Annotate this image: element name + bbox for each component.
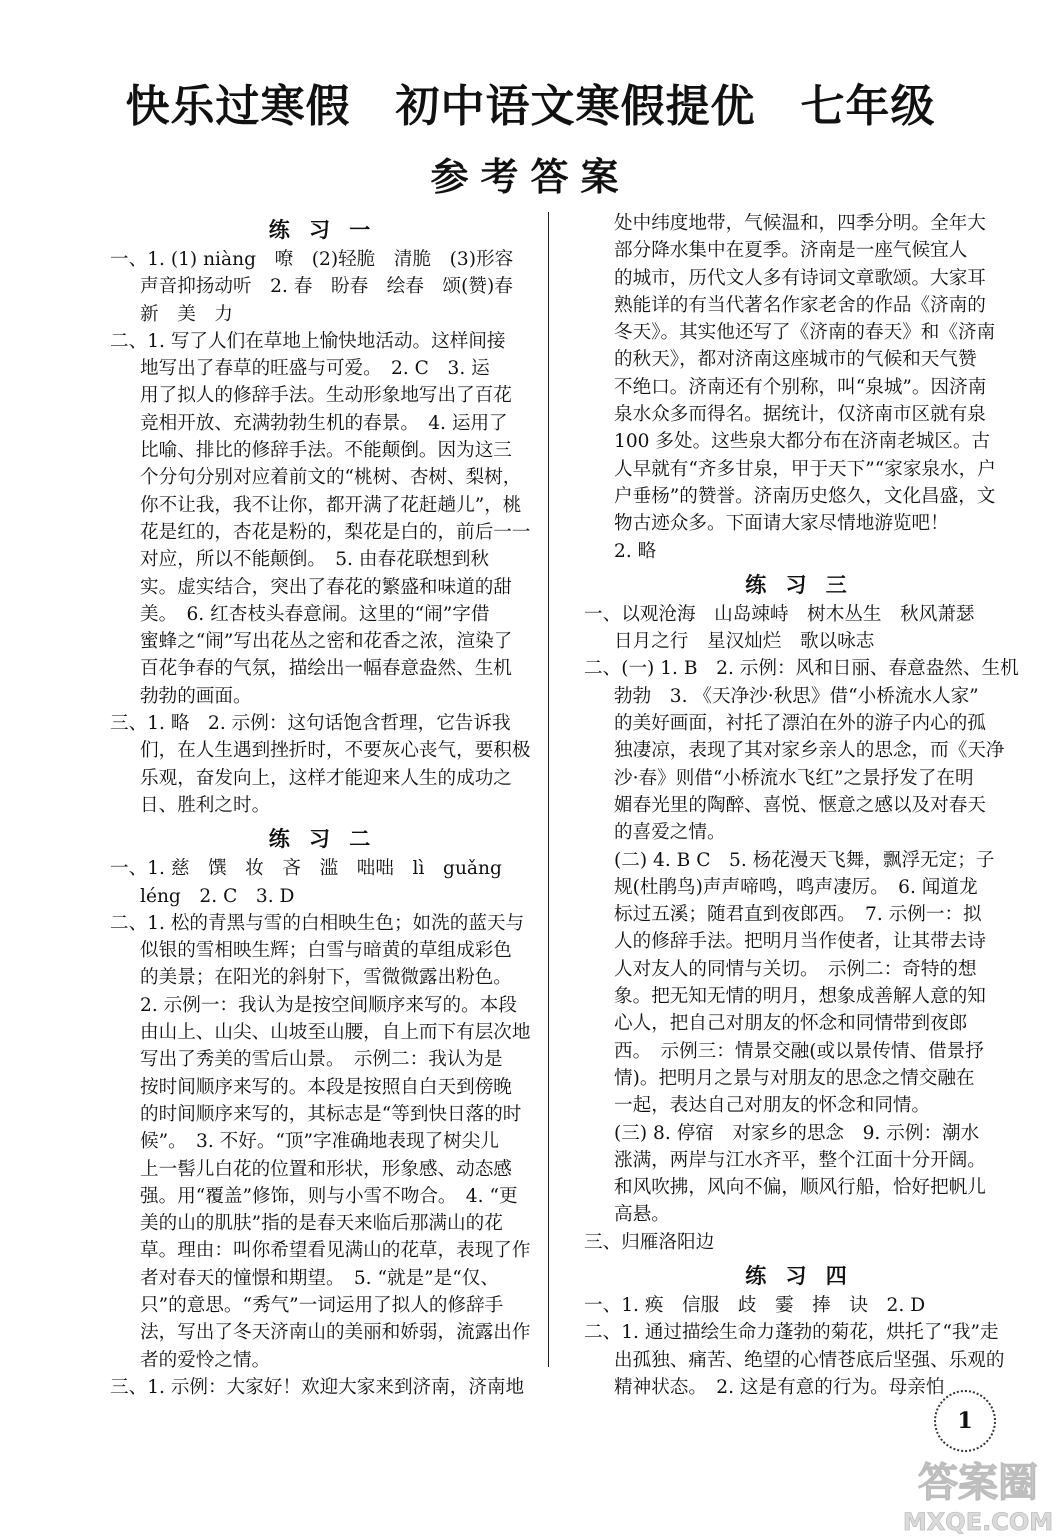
answer-line: 的喜爱之情。 (614, 822, 726, 844)
answer-line: 勃勃的画面。 (140, 685, 252, 707)
answer-line: 的美好画面，衬托了漂泊在外的游子内心的孤 (614, 713, 986, 735)
answer-line: 蜜蜂之“闹”写出花丛之密和花香之浓，渲染了 (140, 631, 513, 653)
watermark-url: MXQE.COM (903, 1508, 1053, 1536)
answer-line: 的秋天》，都对济南这座城市的气候和天气赞 (614, 349, 977, 371)
page-number: 1 (934, 1390, 996, 1452)
answer-line: 人对友人的同情与关切。 示例二：奇特的想 (614, 958, 977, 980)
answer-line: 用了拟人的修辞手法。生动形象地写出了百花 (140, 385, 512, 407)
answer-line: 熟能详的有当代著名作家老舍的作品《济南的 (614, 294, 986, 316)
answer-line: 媚春光里的陶醉、喜悦、惬意之感以及对春天 (614, 794, 986, 816)
answer-line: 对应，所以不能颠倒。 5. 由春花联想到秋 (140, 549, 490, 571)
answer-line: 标过五溪；随君直到夜郎西。 7. 示例一：拟 (614, 904, 982, 926)
answer-line: 者的爱怜之情。 (140, 1349, 271, 1371)
answer-line: 三、归雁洛阳边 (584, 1231, 715, 1253)
answer-line: 不绝口。济南还有个别称，叫“泉城”。因济南 (614, 376, 987, 398)
answer-line: 美。 6. 红杏枝头春意闹。这里的“闹”字借 (140, 603, 490, 625)
answer-line: 象。把无知无情的明月，想象成善解人意的知 (614, 986, 986, 1008)
answer-line: 地写出了春草的旺盛与可爱。 2. C 3. 运 (140, 358, 490, 380)
answer-line: 二、(一) 1. B 2. 示例：风和日丽、春意盎然、生机 (584, 658, 1019, 680)
answer-line: 独凄凉，表现了其对家乡亲人的思念，而《天净 (614, 740, 1005, 762)
answer-line: 2. 示例一：我认为是按空间顺序来写的。本段 (140, 994, 517, 1016)
answer-line: 沙·春》则借“小桥流水飞红”之景抒发了在明 (614, 767, 974, 789)
answer-line: léng 2. C 3. D (140, 885, 295, 907)
section-title: 练 习 二 (268, 827, 377, 852)
answer-line: 声音抑扬动听 2. 春 盼春 绘春 颂(赞)春 (140, 276, 513, 298)
answer-line: 个分句分别对应着前文的“桃树、杏树、梨树， (140, 467, 522, 489)
section-title: 练 习 三 (745, 572, 853, 597)
column-divider (548, 212, 549, 1367)
answer-line: 涨满，两岸与江水齐平，整个江面十分开阔。 (614, 1149, 986, 1171)
answer-line: 法，写出了冬天济南山的美丽和娇弱，流露出作 (140, 1322, 531, 1344)
section-title: 练 习 一 (268, 218, 377, 242)
answer-line: 似银的雪相映生辉；白雪与暗黄的草组成彩色 (140, 940, 512, 962)
answer-line: 比喻、排比的修辞手法。不能颠倒。因为这三 (140, 440, 512, 462)
answer-line: 心人，把自己对朋友的怀念和同情带到夜郎 (614, 1013, 968, 1035)
answer-line: 百花争春的气氛，描绘出一幅春意盎然、生机 (140, 658, 512, 680)
answer-line: 一、1. 慈 馔 妆 吝 滥 咄咄 lì guǎng (110, 858, 502, 880)
answer-line: 一、1. (1) niàng 嘹 (2)轻脆 清脆 (3)形容 (110, 249, 514, 270)
answer-line: 三、1. 示例：大家好！欢迎大家来到济南，济南地 (110, 1376, 525, 1398)
answer-line: 2. 略 (614, 540, 657, 562)
watermark-text: 答案圈 (918, 1460, 1038, 1506)
answer-line: 草。理由：叫你希望看见满山的花草，表现了作 (140, 1240, 531, 1262)
answer-line: 一起，表达自己对朋友的怀念和同情。 (614, 1095, 931, 1117)
answer-line: 一、以观沧海 山岛竦峙 树木丛生 秋风萧瑟 (584, 603, 975, 625)
answer-line: 和风吹拂，风向不偏，顺风行船，恰好把帆儿 (614, 1177, 986, 1199)
answer-line: 写出了秀美的雪后山景。 示例二：我认为是 (140, 1049, 503, 1071)
answer-line: 美的山的肌肤”指的是春天来临后那满山的花 (140, 1213, 503, 1235)
answer-line: 二、1. 写了人们在草地上愉快地活动。这样间接 (110, 330, 506, 352)
answer-line: 花是红的，杏花是粉的，梨花是白的，前后一一 (140, 521, 531, 543)
answer-line: 精神状态。 2. 这是有意的行为。母亲怕 (614, 1376, 945, 1398)
answer-line: 只”的意思。“秀气”一词运用了拟人的修辞手 (140, 1294, 504, 1316)
answer-line: 二、1. 松的青黑与雪的白相映生色；如洗的蓝天与 (110, 912, 525, 934)
answer-line: 冬天》。其实他还写了《济南的春天》和《济南 (614, 322, 996, 344)
watermark-logo (903, 1452, 1053, 1536)
section-title: 练 习 四 (745, 1263, 853, 1288)
answer-line: 日月之行 星汉灿烂 歌以咏志 (614, 631, 875, 653)
answer-line: 实。虚实结合，突出了春花的繁盛和味道的甜 (140, 576, 512, 598)
answer-line: 由山上、山尖、山坡至山腰，自上而下有层次地 (140, 1022, 531, 1044)
answer-line: 部分降水集中在夏季。济南是一座气候宜人 (614, 240, 968, 262)
answer-line: 泉水众多而得名。据统计，仅济南市区就有泉 (614, 404, 986, 426)
answer-line: 的城市，历代文人多有诗词文章歌颂。大家耳 (614, 267, 986, 289)
answer-line: 日、胜利之时。 (140, 794, 271, 816)
answer-line: (三) 8. 停宿 对家乡的思念 9. 示例：潮水 (614, 1122, 980, 1144)
answer-line: 情)。把明月之景与对朋友的思念之情交融在 (614, 1067, 975, 1089)
answer-line: 勃勃 3. 《天净沙·秋思》借“小桥流水人家” (614, 685, 979, 707)
answer-line: 三、1. 略 2. 示例：这句话饱含哲理，它告诉我 (110, 713, 511, 735)
answer-line: 的美景；在阳光的斜射下，雪微微露出粉色。 (140, 967, 512, 989)
answer-line: 二、1. 通过描绘生命力蓬勃的菊花，烘托了“我”走 (584, 1322, 999, 1344)
left-column (110, 210, 535, 1401)
answer-line: 人的修辞手法。把明月当作使者，让其带去诗 (614, 931, 986, 953)
answer-line: 按时间顺序来写的。本段是按照自白天到傍晚 (140, 1076, 512, 1098)
answer-line: 们，在人生遇到挫折时，不要灰心丧气，要积极 (140, 740, 531, 762)
answer-line: 处中纬度地带，气候温和，四季分明。全年大 (614, 213, 986, 234)
answer-line: 的时间顺序来写的，其标志是“等到快日落的时 (140, 1103, 522, 1125)
answer-line: 强。用“覆盖”修饰，则与小雪不吻合。 4. “更 (140, 1185, 518, 1207)
page-title: 快乐过寒假 初中语文寒假提优 七年级 (125, 81, 936, 132)
answer-line: 规(杜鹃鸟)声声啼鸣，鸣声凄厉。 6. 闻道龙 (614, 876, 978, 898)
answer-line: 人早就有“齐多甘泉，甲于天下”“家家泉水，户 (614, 458, 996, 480)
answer-line: 你不让我，我不让你，都开满了花赶趟儿”，桃 (140, 494, 522, 516)
answer-line: 物古迹众多。下面请大家尽情地游览吧！ (614, 513, 949, 535)
answer-line: 一、1. 痪 信服 歧 霎 捧 诀 2. D (584, 1294, 926, 1316)
answer-line: 100 多处。这些泉大都分布在济南老城区。古 (614, 431, 991, 453)
answer-line: 西。 示例三：情景交融(或以景传情、借景抒 (614, 1040, 984, 1062)
answer-line: 户垂杨”的赞誉。济南历史悠久，文化昌盛，文 (614, 485, 996, 507)
answer-line: 上一髻儿白花的位置和形状，形象感、动态感 (140, 1158, 512, 1180)
answer-line: 者对春天的憧憬和期望。 5. “就是”是“仅、 (140, 1267, 499, 1289)
right-column (584, 210, 1019, 1401)
answer-line: 竞相开放、充满勃勃生机的春景。 4. 运用了 (140, 412, 508, 434)
answer-line: 新 美 力 (140, 303, 233, 325)
answer-line: 高悬。 (614, 1204, 670, 1226)
answer-line: (二) 4. B C 5. 杨花漫天飞舞，飘浮无定；子 (614, 849, 995, 871)
page-subtitle: 参考答案 (430, 155, 631, 199)
answer-line: 候”。 3. 不好。“顶”字准确地表现了树尖儿 (140, 1131, 499, 1153)
answer-line: 乐观，奋发向上，这样才能迎来人生的成功之 (140, 767, 512, 789)
answer-line: 出孤独、痛苦、绝望的心情苍底后坚强、乐观的 (614, 1349, 1005, 1371)
